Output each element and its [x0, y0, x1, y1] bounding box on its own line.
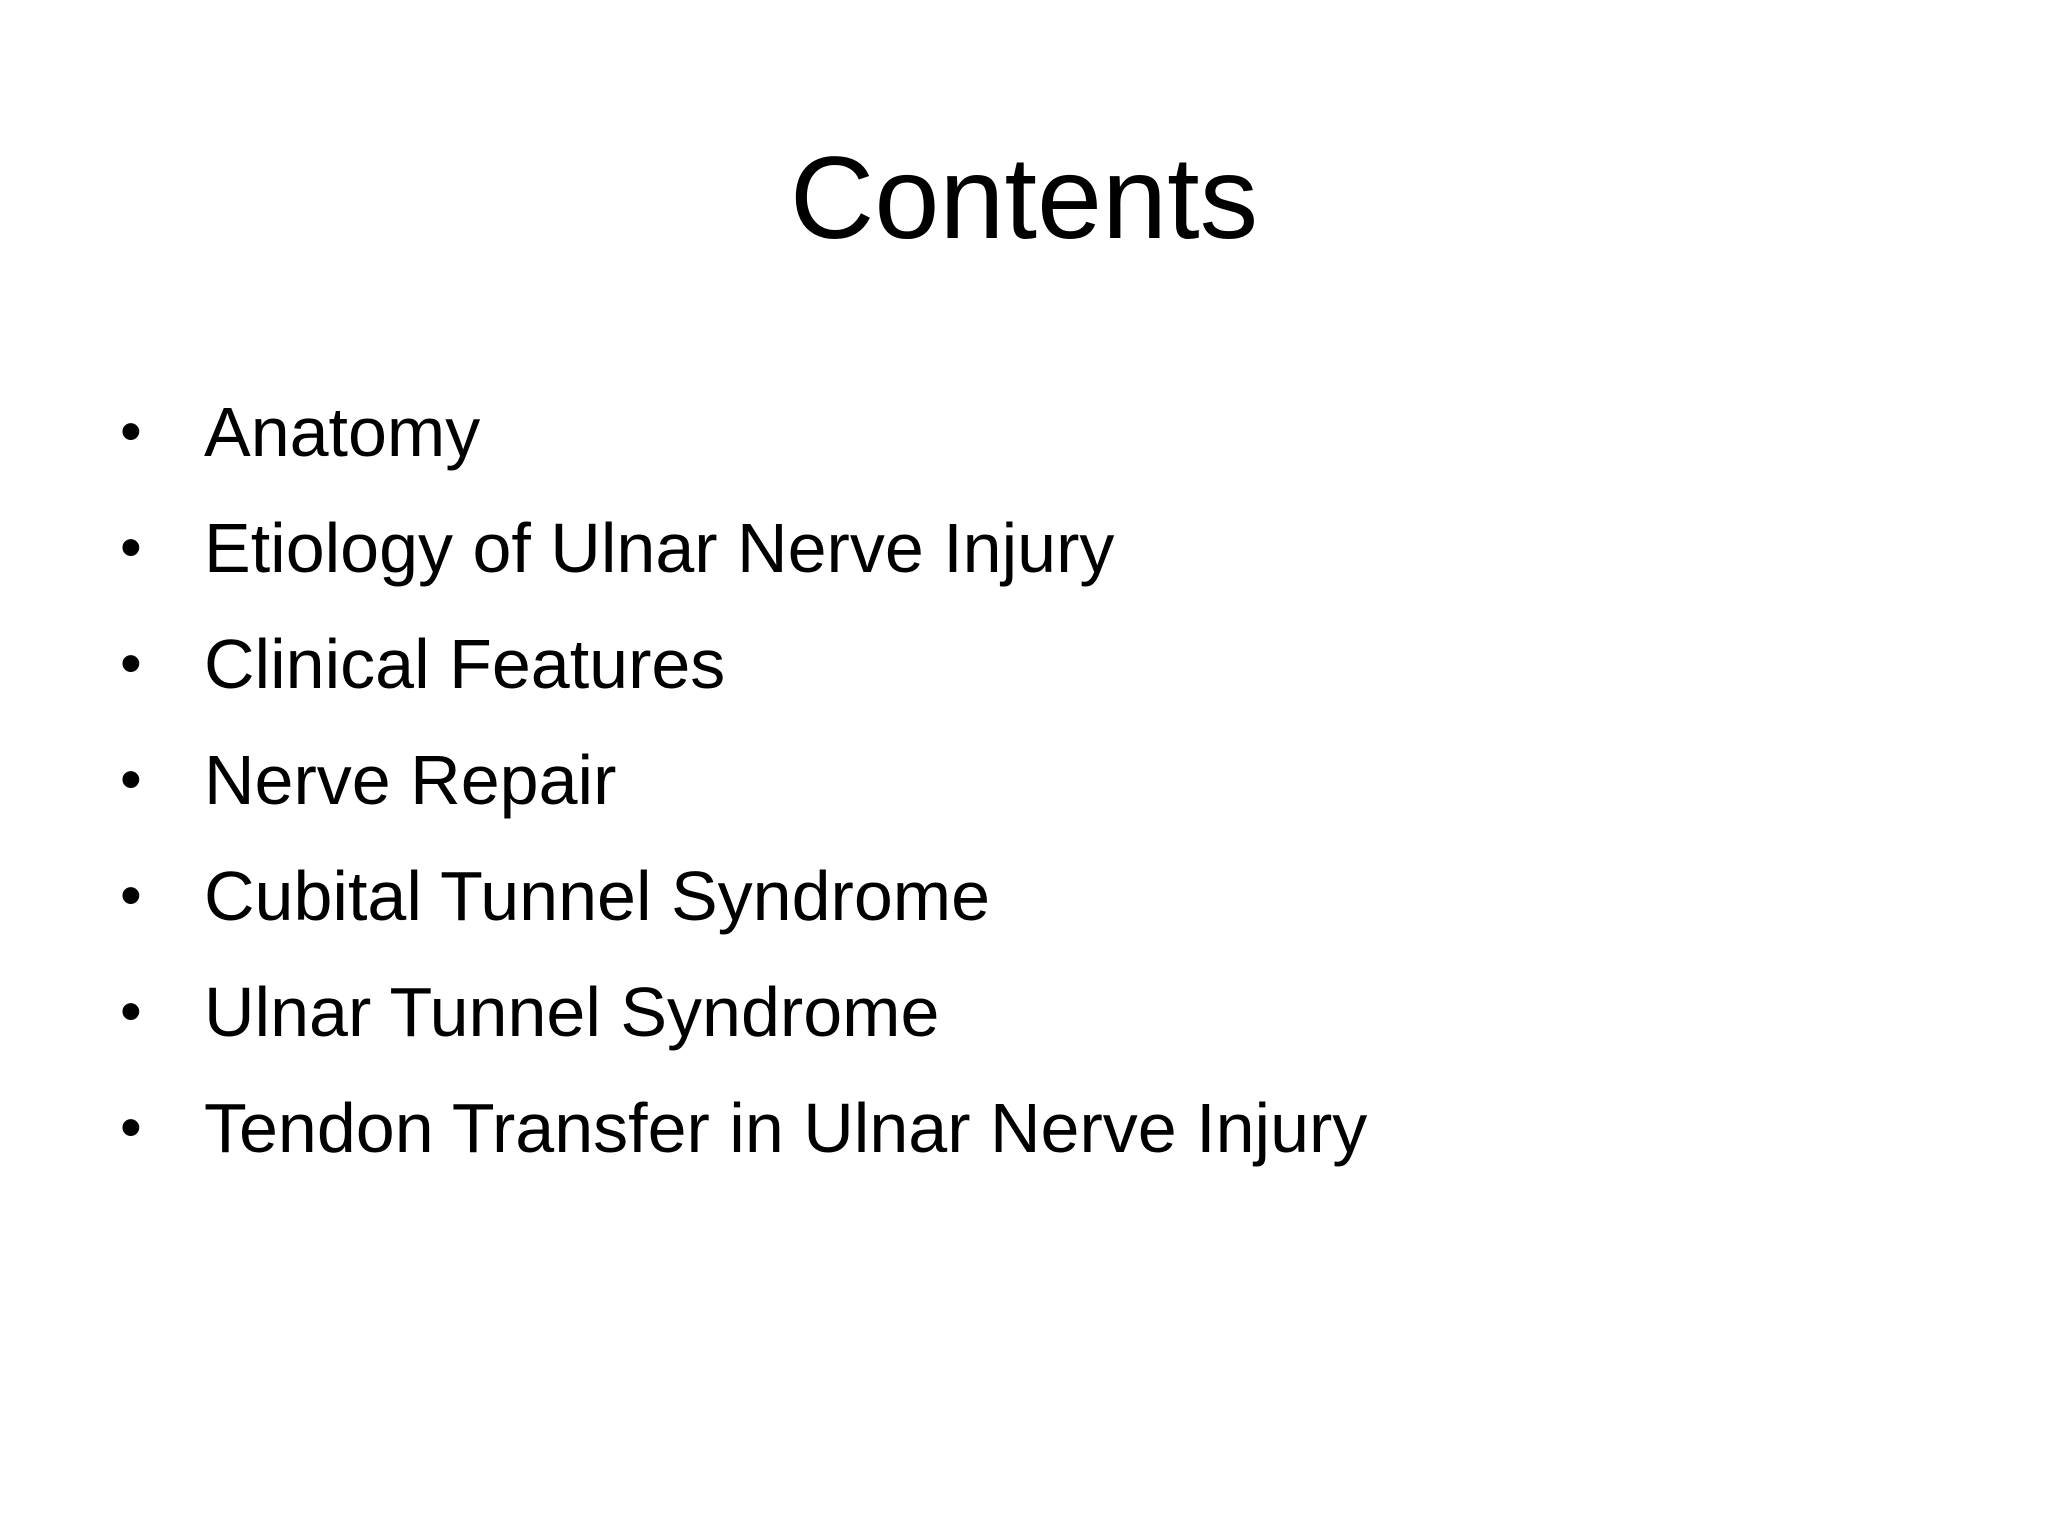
bullet-icon: • [120, 1093, 142, 1162]
list-item-label: Tendon Transfer in Ulnar Nerve Injury [204, 1089, 1368, 1167]
contents-list [120, 374, 1367, 1186]
slide-title: Contents [789, 132, 1259, 263]
list-item-label: Nerve Repair [204, 741, 617, 819]
list-item-label: Ulnar Tunnel Syndrome [204, 973, 940, 1051]
bullet-icon: • [120, 397, 142, 466]
list-item [120, 490, 1367, 606]
list-item-label: Clinical Features [204, 625, 726, 703]
list-item-label: Anatomy [204, 393, 481, 471]
bullet-icon: • [120, 977, 142, 1046]
list-item [120, 722, 1367, 838]
bullet-icon: • [120, 861, 142, 930]
list-item [120, 838, 1367, 954]
list-item [120, 1070, 1367, 1186]
bullet-icon: • [120, 745, 142, 814]
bullet-icon: • [120, 513, 142, 582]
list-item [120, 374, 1367, 490]
list-item-label: Etiology of Ulnar Nerve Injury [204, 509, 1115, 587]
list-item [120, 606, 1367, 722]
bullet-icon: • [120, 629, 142, 698]
list-item [120, 954, 1367, 1070]
list-item-label: Cubital Tunnel Syndrome [204, 857, 990, 935]
